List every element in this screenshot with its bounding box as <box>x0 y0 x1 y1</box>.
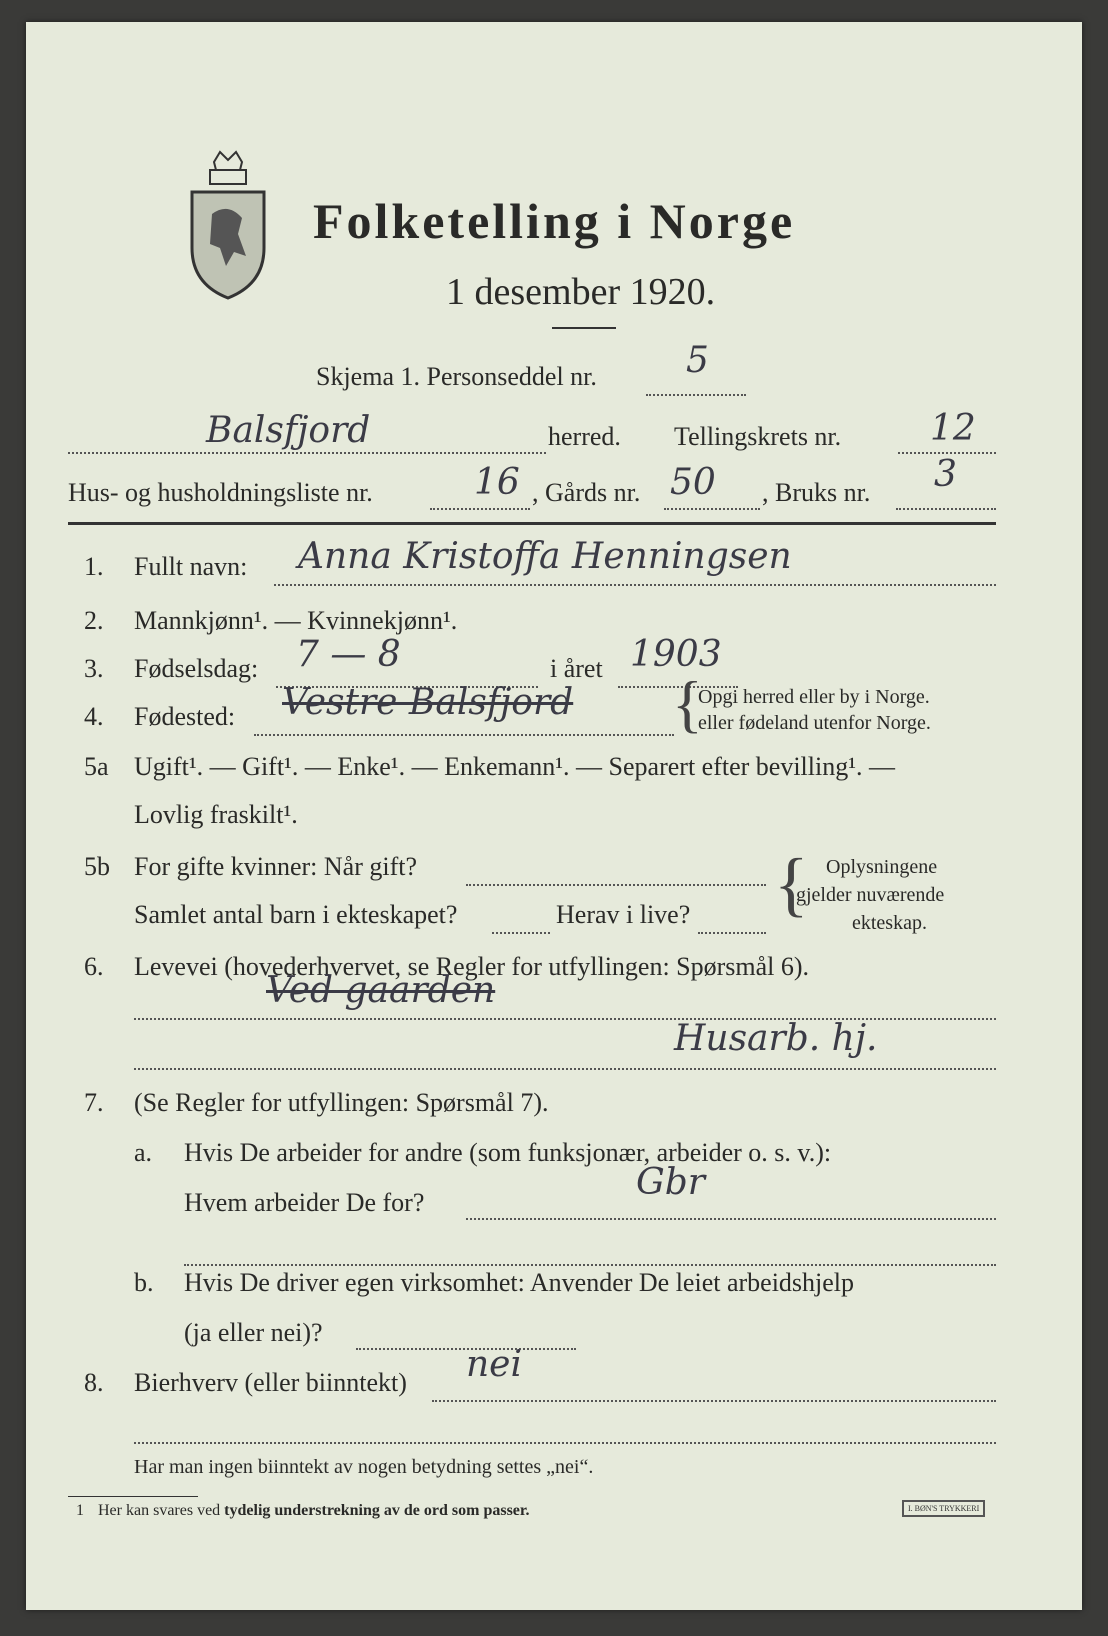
q5b-label3: Herav i live? <box>556 900 691 929</box>
q6-number: 6. <box>84 952 104 981</box>
q6-value: Husarb. hj. <box>674 1018 878 1059</box>
q8-number: 8. <box>84 1368 104 1397</box>
gards-line <box>664 508 760 510</box>
form-line: Skjema 1. Personseddel nr. <box>316 362 597 391</box>
q5b-note1: Oplysningene <box>826 856 938 878</box>
gards-label: , Gårds nr. <box>532 478 641 507</box>
herred-line <box>68 452 546 454</box>
q1-number: 1. <box>84 552 104 581</box>
q7b-number: b. <box>134 1268 154 1297</box>
hus-value: 16 <box>474 462 520 503</box>
q4-note1: Opgi herred eller by i Norge. <box>698 686 930 708</box>
q7b-line2: (ja eller nei)? <box>184 1318 323 1347</box>
q7a-answer-line1 <box>466 1218 996 1220</box>
bruks-line <box>896 508 996 510</box>
footnote-bold-text: tydelig understrekning av de ord som passer. <box>224 1502 530 1519</box>
footnote-mark: 1 <box>76 1502 84 1519</box>
q7a-answer-line2 <box>184 1264 996 1266</box>
q5b-when-line <box>466 884 766 886</box>
q4-number: 4. <box>84 702 104 731</box>
q4-value: Vestre Balsfjord <box>282 682 574 723</box>
herred-value: Balsfjord <box>206 410 371 451</box>
q8-line2 <box>134 1442 996 1444</box>
q7a-number: a. <box>134 1138 153 1167</box>
q5b-note2: gjelder nuværende <box>796 884 945 906</box>
q1-label: Fullt navn: <box>134 552 248 581</box>
q7b-line1: Hvis De driver egen virksomhet: Anvender De leiet arbeidshjelp <box>184 1268 855 1297</box>
q5b-note3: ekteskap. <box>852 912 927 934</box>
krets-value: 12 <box>930 408 976 449</box>
title-divider <box>552 327 616 329</box>
q5b-alive-line <box>698 932 766 934</box>
q3-year-label: i året <box>550 654 603 683</box>
section-divider <box>68 522 996 525</box>
herred-label: herred. <box>548 422 621 451</box>
norway-coat-of-arms-icon <box>186 148 270 300</box>
q4-line <box>254 734 674 736</box>
q2-label: Mannkjønn¹. — Kvinnekjønn¹. <box>134 606 458 635</box>
q3-label: Fødselsdag: <box>134 654 259 683</box>
q3-day-month: 7 — 8 <box>296 634 401 675</box>
q3-number: 3. <box>84 654 104 683</box>
bruks-label: , Bruks nr. <box>762 478 871 507</box>
hus-label: Hus- og husholdningsliste nr. <box>68 478 373 507</box>
q5a-number: 5a <box>84 752 109 781</box>
q7a-line2: Hvem arbeider De for? <box>184 1188 425 1217</box>
q4-note2: eller fødeland utenfor Norge. <box>698 712 931 734</box>
q5a-label: Ugift¹. — Gift¹. — Enke¹. — Enkemann¹. — Separert efter bevilling¹. — <box>134 752 896 781</box>
footnote-text: Her kan svares ved <box>98 1502 221 1519</box>
q5b-children-line <box>492 932 550 934</box>
census-date: 1 desember 1920. <box>446 271 716 313</box>
q7-label: (Se Regler for utfyllingen: Spørsmål 7). <box>134 1088 549 1117</box>
q6-label: Levevei (hovederhvervet, se Regler for utfyllingen: Spørsmål 6). <box>134 952 810 981</box>
q5a-label2: Lovlig fraskilt¹. <box>134 800 298 829</box>
q1-line <box>274 584 996 586</box>
q7a-line1: Hvis De arbeider for andre (som funksjonær, arbeider o. s. v.): <box>184 1138 832 1167</box>
footnote <box>76 1502 530 1520</box>
q5b-label1: For gifte kvinner: Når gift? <box>134 852 418 881</box>
q7a-value: Gbr <box>636 1162 706 1203</box>
q5b-label2: Samlet antal barn i ekteskapet? <box>134 900 458 929</box>
gards-value: 50 <box>670 462 716 503</box>
form-title: Folketelling i Norge <box>313 193 796 249</box>
q5b-brace: { <box>774 844 809 924</box>
hus-line <box>430 508 530 510</box>
krets-label: Tellingskrets nr. <box>674 422 842 451</box>
q8-label: Bierhverv (eller biinntekt) <box>134 1368 407 1397</box>
bruks-value: 3 <box>934 454 957 495</box>
person-nr-value: 5 <box>686 340 709 381</box>
q8-line1 <box>432 1400 996 1402</box>
person-nr-line <box>646 394 746 396</box>
footnote-divider <box>68 1496 198 1497</box>
q4-label: Fødested: <box>134 702 236 731</box>
q6-value-struck: Ved gaarden <box>266 970 496 1011</box>
q5b-number: 5b <box>84 852 110 881</box>
q8-value: nei <box>466 1344 523 1385</box>
biinntekt-note: Har man ingen biinntekt av nogen betydning settes „nei“. <box>134 1456 594 1478</box>
q1-value: Anna Kristoffa Henningsen <box>298 536 792 577</box>
q7-number: 7. <box>84 1088 104 1117</box>
printer-stamp: I. BØN'S TRYKKERI <box>902 1500 985 1517</box>
q4-brace: { <box>672 668 703 739</box>
q2-number: 2. <box>84 606 104 635</box>
q6-line2 <box>134 1068 996 1070</box>
census-form-sheet <box>26 22 1082 1610</box>
q3-year: 1903 <box>630 634 722 675</box>
